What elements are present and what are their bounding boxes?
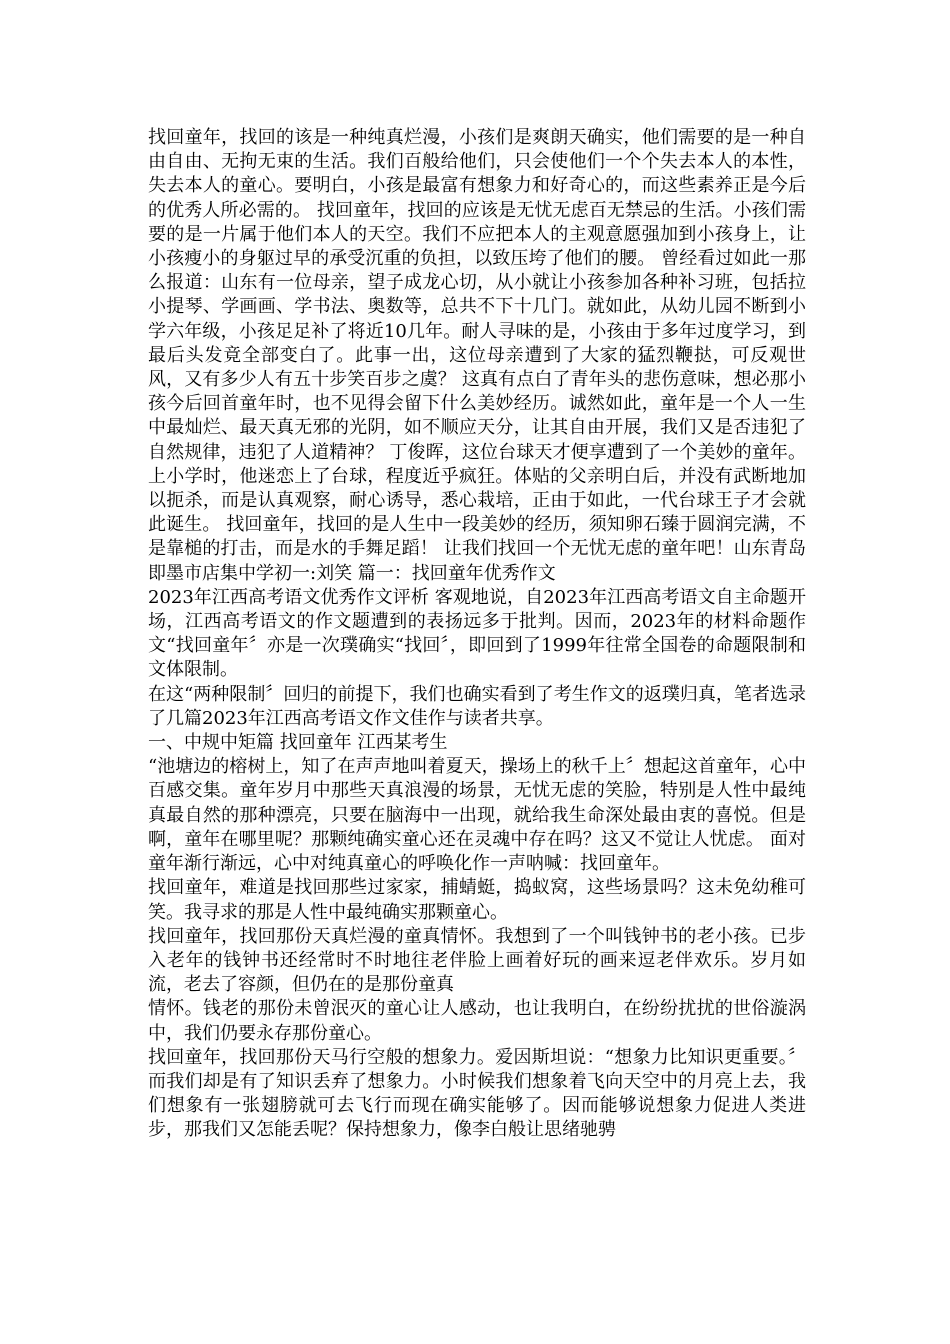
paragraph: 情怀。钱老的那份未曾泯灭的童心让人感动，也让我明白，在纷纷扰扰的世俗漩涡中，我们仍要永存那份童心。 xyxy=(148,998,806,1044)
section-heading: 一、中规中矩篇 找回童年 江西某考生 xyxy=(148,732,448,754)
paragraph: 找回童年，找回的该是一种纯真烂漫，小孩们是爽朗天确实，他们需要的是一种自由自由、无拘无束的生活。我们百般给他们，只会使他们一个个失去本人的本性，失去本人的童心。要明白，小孩是最富有想象力和好奇心的，而这些素养正是今后的优秀人所必需的。 找回童年，找回的应该是无忧无虑百无禁忌的生活。小孩们需要的是一片属于他们本人的天空。我们不应把本人的主观意愿强加到小孩身上，让小孩瘦小的身躯过早的承受沉重的负担，以致压垮了他们的腰。 曾经看过如此一那么报道：山东有一位母亲，望子成龙心切，从小就让小孩参加各种补习班，包括拉小提琴、学画画、学书法、奥数等，总共不下十几门。就如此，从幼儿园不断到小学六年级，小孩足足补了将近10几年。耐人寻味的是，小孩由于多年过度学习，到最后头发竟全部变白了。此事一出，这位母亲遭到了大家的猛烈鞭挞，可反观世风，又有多少人有五十步笑百步之虞？ 这真有点白了青年头的悲伤意味，想必那小孩今后回首童年时，也不见得会留下什么美妙经历。诚然如此，童年是一个人一生中最灿烂、最天真无邪的光阴，如不顺应天分，让其自由开展，我们又是否违犯了自然规律，违犯了人道精神？ 丁俊晖，这位台球天才便享遭到了一个美妙的童年。上小学时，他迷恋上了台球，程度近乎疯狂。体贴的父亲明白后，并没有武断地加以扼杀，而是认真观察，耐心诱导，悉心栽培，正由于如此，一代台球王子才会就此诞生。 找回童年，找回的是人生中一段美妙的经历，须知卵石臻于圆润完满，不是靠槌的打击，而是水的手舞足蹈！ 让我们找回一个无忧无虑的童年吧！山东青岛即墨市店集中学初一:刘笑 篇一：找回童年优秀作文 xyxy=(148,127,806,584)
paragraph: 找回童年，难道是找回那些过家家，捕蜻蜓，捣蚁窝，这些场景吗？这未免幼稚可笑。我寻求的那是人性中最纯确实那颗童心。 xyxy=(148,877,806,923)
paragraph: 找回童年，找回那份天真烂漫的童真情怀。我想到了一个叫钱钟书的老小孩。已步入老年的钱钟书还经常时不时地往老伴脸上画着好玩的画来逗老伴欢乐。岁月如流，老去了容颜，但仍在的是那份童真 xyxy=(148,925,806,996)
paragraph: 找回童年，找回那份天马行空般的想象力。爱因斯坦说：“想象力比知识更重要。〞而我们却是有了知识丢弃了想象力。小时候我们想象着飞向天空中的月亮上去，我们想象有一张翅膀就可去飞行而现在确实能够了。因而能够说想象力促进人类进步，那我们又怎能丢呢？保持想象力，像李白般让思绪驰骋 xyxy=(148,1046,806,1141)
paragraph: “池塘边的榕树上，知了在声声地叫着夏天，操场上的秋千上〞想起这首童年，心中百感交集。童年岁月中那些天真浪漫的场景，无忧无虑的笑脸，特别是人性中最纯真最自然的那种漂亮，只要在脑海中一出现，就给我生命深处最由衷的喜悦。但是啊，童年在哪里呢？那颗纯确实童心还在灵魂中存在吗？这又不觉让人忧虑。 面对童年渐行渐远，心中对纯真童心的呼唤化作一声呐喊：找回童年。 xyxy=(148,756,806,875)
essay-body xyxy=(148,126,806,1143)
paragraph: 在这“两种限制〞回归的前提下，我们也确实看到了考生作文的返璞归真，笔者选录了几篇2023年江西高考语文作文佳作与读者共享。 xyxy=(148,683,806,729)
paragraph: 2023年江西高考语文优秀作文评析 客观地说，自2023年江西高考语文自主命题开场，江西高考语文的作文题遭到的表扬远多于批判。因而，2023年的材料命题作文“找回童年〞亦是一次璞确实“找回〞，即回到了1999年往常全国卷的命题限制和文体限制。 xyxy=(148,586,806,681)
